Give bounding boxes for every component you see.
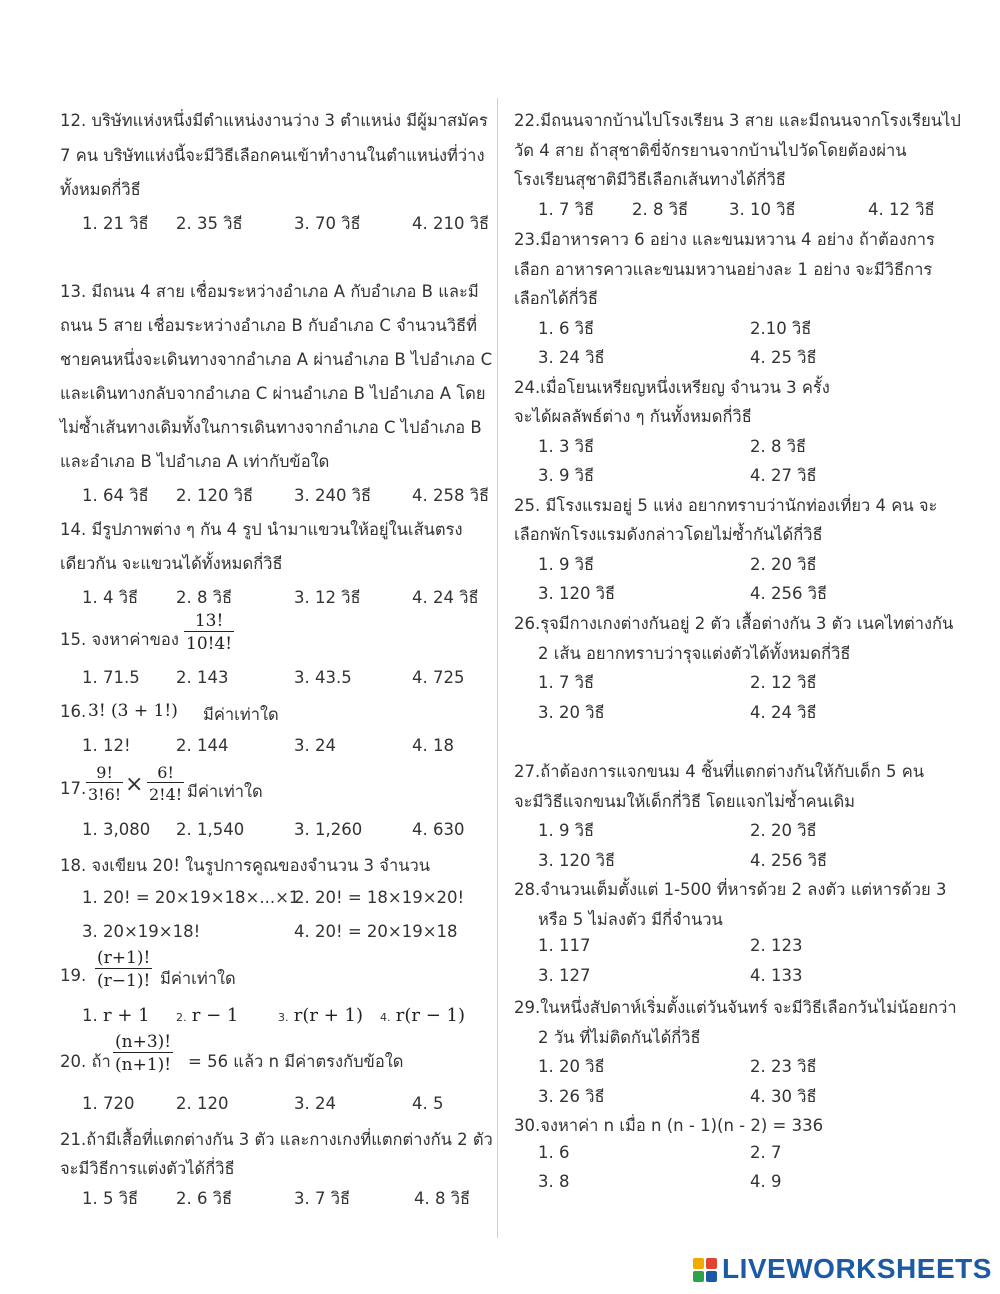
q23-option-1[interactable]: 1. 6 วิธี xyxy=(538,319,595,338)
q23-line-1: 23.มีอาหารคาว 6 อย่าง และขนมหวาน 4 อย่าง ถ้าต้องการ xyxy=(514,230,935,249)
q25-option-1[interactable]: 1. 9 วิธี xyxy=(538,555,595,574)
q30-option-2[interactable]: 2. 7 xyxy=(750,1143,782,1162)
q17-option-3[interactable]: 3. 1,260 xyxy=(294,820,363,839)
q22-option-2[interactable]: 2. 8 วิธี xyxy=(632,200,689,219)
q14-option-3[interactable]: 3. 12 วิธี xyxy=(294,588,361,607)
q23-option-2[interactable]: 2.10 วิธี xyxy=(750,319,812,338)
q26-option-2[interactable]: 2. 12 วิธี xyxy=(750,673,817,692)
q19-option-2-expr: r − 1 xyxy=(191,1005,239,1026)
q19-numerator: (r+1)! xyxy=(97,948,151,968)
q12-line-3: ทั้งหมดกี่วิธี xyxy=(60,180,141,199)
q26-option-4[interactable]: 4. 24 วิธี xyxy=(750,703,817,722)
q18-text: 18. จงเขียน 20! ในรูปการคูณของจำนวน 3 จำนวน xyxy=(60,856,431,875)
q17-numerator-1: 9! xyxy=(96,763,113,782)
q19-prefix: 19. xyxy=(60,966,87,985)
q21-line-1: 21.ถ้ามีเสื้อที่แตกต่างกัน 3 ตัว และกางเกงที่แตกต่างกัน 2 ตัว xyxy=(60,1130,493,1149)
q20-numerator: (n+3)! xyxy=(115,1032,172,1052)
q16-option-3[interactable]: 3. 24 xyxy=(294,736,336,755)
q14-line-1: 14. มีรูปภาพต่าง ๆ กัน 4 รูป นำมาแขวนให้อยู่ในเส้นตรง xyxy=(60,520,463,539)
q14-option-1[interactable]: 1. 4 วิธี xyxy=(82,588,139,607)
q27-option-2[interactable]: 2. 20 วิธี xyxy=(750,821,817,840)
q20-option-4[interactable]: 4. 5 xyxy=(412,1094,444,1113)
q21-option-1[interactable]: 1. 5 วิธี xyxy=(82,1189,139,1208)
q25-option-4[interactable]: 4. 256 วิธี xyxy=(750,584,828,603)
q28-option-4[interactable]: 4. 133 xyxy=(750,966,803,985)
q13-option-3[interactable]: 3. 240 วิธี xyxy=(294,486,372,505)
q27-option-1[interactable]: 1. 9 วิธี xyxy=(538,821,595,840)
q30-option-3[interactable]: 3. 8 xyxy=(538,1172,570,1191)
q19-option-1-expr: r + 1 xyxy=(103,1005,150,1026)
q29-option-4[interactable]: 4. 30 วิธี xyxy=(750,1087,817,1106)
q24-option-2[interactable]: 2. 8 วิธี xyxy=(750,437,807,456)
q19-denominator: (r−1)! xyxy=(95,968,152,991)
q13-line-3: ชายคนหนึ่งจะเดินทางจากอำเภอ A ผ่านอำเภอ B ไปอำเภอ C xyxy=(60,350,493,369)
q13-option-4[interactable]: 4. 258 วิธี xyxy=(412,486,490,505)
q13-option-1[interactable]: 1. 64 วิธี xyxy=(82,486,149,505)
q22-line-3: โรงเรียนสุชาติมีวิธีเลือกเส้นทางได้กี่วิธี xyxy=(514,170,786,189)
q12-option-2[interactable]: 2. 35 วิธี xyxy=(176,214,243,233)
q27-option-3[interactable]: 3. 120 วิธี xyxy=(538,851,616,870)
column-divider xyxy=(497,98,498,1238)
q16-option-4[interactable]: 4. 18 xyxy=(412,736,454,755)
q27-option-4[interactable]: 4. 256 วิธี xyxy=(750,851,828,870)
q14-line-2: เดียวกัน จะแขวนได้ทั้งหมดกี่วิธี xyxy=(60,554,283,573)
q24-option-1[interactable]: 1. 3 วิธี xyxy=(538,437,595,456)
q17-times-sign: × xyxy=(125,772,144,797)
q12-line-2: 7 คน บริษัทแห่งนี้จะมีวิธีเลือกคนเข้าทำงานในตำแหน่งที่ว่าง xyxy=(60,146,485,165)
q13-option-2[interactable]: 2. 120 วิธี xyxy=(176,486,254,505)
q22-option-1[interactable]: 1. 7 วิธี xyxy=(538,200,595,219)
q15-option-3[interactable]: 3. 43.5 xyxy=(294,668,352,687)
q20-option-3[interactable]: 3. 24 xyxy=(294,1094,336,1113)
q15-numerator: 13! xyxy=(194,611,224,631)
q19-option-3[interactable] xyxy=(278,1005,363,1026)
q25-option-3[interactable]: 3. 120 วิธี xyxy=(538,584,616,603)
q28-option-3[interactable]: 3. 127 xyxy=(538,966,591,985)
q15-denominator: 10!4! xyxy=(184,631,234,654)
q27-line-2: จะมีวิธีแจกขนมให้เด็กกี่วิธี โดยแจกไม่ซ้ำคนเดิม xyxy=(514,792,856,811)
q14-option-2[interactable]: 2. 8 วิธี xyxy=(176,588,233,607)
q17-option-4[interactable]: 4. 630 xyxy=(412,820,465,839)
q16-expression: 3! (3 + 1!) xyxy=(88,701,178,721)
q19-option-1-number: 1. xyxy=(82,1006,98,1025)
q29-option-1[interactable]: 1. 20 วิธี xyxy=(538,1057,605,1076)
q15-option-2[interactable]: 2. 143 xyxy=(176,668,229,687)
q24-line-1: 24.เมื่อโยนเหรียญหนึ่งเหรียญ จำนวน 3 ครั้ง xyxy=(514,378,830,397)
q29-option-2[interactable]: 2. 23 วิธี xyxy=(750,1057,817,1076)
q16-option-2[interactable]: 2. 144 xyxy=(176,736,229,755)
q13-line-1: 13. มีถนน 4 สาย เชื่อมระหว่างอำเภอ A กับอำเภอ B และมี xyxy=(60,282,479,301)
q23-line-3: เลือกได้กี่วิธี xyxy=(514,289,598,308)
q26-line-2: 2 เส้น อยากทราบว่ารุจแต่งตัวได้ทั้งหมดกี่วิธี xyxy=(538,644,851,663)
q18-option-3[interactable]: 3. 20×19×18! xyxy=(82,922,201,941)
q15-fraction xyxy=(184,611,234,654)
q29-option-3[interactable]: 3. 26 วิธี xyxy=(538,1087,605,1106)
q24-option-4[interactable]: 4. 27 วิธี xyxy=(750,466,817,485)
q14-option-4[interactable]: 4. 24 วิธี xyxy=(412,588,479,607)
q29-line-2: 2 วัน ที่ไม่ติดกันได้กี่วิธี xyxy=(538,1028,701,1047)
q28-option-2[interactable]: 2. 123 xyxy=(750,936,803,955)
q20-prefix: 20. ถ้า xyxy=(60,1052,111,1071)
q20-option-1[interactable]: 1. 720 xyxy=(82,1094,135,1113)
q19-option-2-number: 2. xyxy=(176,1011,187,1024)
q17-option-2[interactable]: 2. 1,540 xyxy=(176,820,245,839)
q27-line-1: 27.ถ้าต้องการแจกขนม 4 ชิ้นที่แตกต่างกันให้กับเด็ก 5 คน xyxy=(514,762,925,781)
q28-line-1: 28.จำนวนเต็มตั้งแต่ 1-500 ที่หารด้วย 2 ลงตัว แต่หารด้วย 3 xyxy=(514,880,947,899)
q12-option-4[interactable]: 4. 210 วิธี xyxy=(412,214,490,233)
q22-option-3[interactable]: 3. 10 วิธี xyxy=(729,200,796,219)
q19-option-3-expr: r(r + 1) xyxy=(293,1005,363,1026)
q19-option-4-number: 4. xyxy=(380,1011,391,1024)
q12-line-1: 12. บริษัทแห่งหนึ่งมีตำแหน่งงานว่าง 3 ตำแหน่ง มีผู้มาสมัคร xyxy=(60,111,488,130)
q13-line-2: ถนน 5 สาย เชื่อมระหว่างอำเภอ B กับอำเภอ C จำนวนวิธีที่ xyxy=(60,316,478,335)
q28-option-1[interactable]: 1. 117 xyxy=(538,936,591,955)
q17-option-1[interactable]: 1. 3,080 xyxy=(82,820,151,839)
q26-option-1[interactable]: 1. 7 วิธี xyxy=(538,673,595,692)
q12-option-1[interactable]: 1. 21 วิธี xyxy=(82,214,149,233)
q19-option-4-expr: r(r − 1) xyxy=(395,1005,465,1026)
q20-suffix: = 56 แล้ว n มีค่าตรงกับข้อใด xyxy=(188,1052,404,1071)
q13-line-4: และเดินทางกลับจากอำเภอ C ผ่านอำเภอ B ไปอำเภอ A โดย xyxy=(60,384,486,403)
q15-option-1[interactable]: 1. 71.5 xyxy=(82,668,140,687)
q23-option-3[interactable]: 3. 24 วิธี xyxy=(538,348,605,367)
q19-option-4[interactable] xyxy=(380,1005,465,1026)
q21-line-2: จะมีวิธีการแต่งตัวได้กี่วิธี xyxy=(60,1159,235,1178)
q25-line-2: เลือกพักโรงแรมดังกล่าวโดยไม่ซ้ำกันได้กี่วิธี xyxy=(514,525,823,544)
q25-option-2[interactable]: 2. 20 วิธี xyxy=(750,555,817,574)
q17-fraction-2 xyxy=(147,763,184,804)
q25-line-1: 25. มีโรงแรมอยู่ 5 แห่ง อยากทราบว่านักท่องเที่ยว 4 คน จะ xyxy=(514,496,938,515)
q20-denominator: (n+1)! xyxy=(113,1052,173,1075)
q19-option-3-number: 3. xyxy=(278,1011,289,1024)
q21-option-4[interactable]: 4. 8 วิธี xyxy=(414,1189,471,1208)
q29-line-1: 29.ในหนึ่งสัปดาห์เริ่มตั้งแต่วันจันทร์ จะมีวิธีเลือกวันไม่น้อยกว่า xyxy=(514,998,957,1017)
q17-denominator-1: 3!6! xyxy=(86,782,123,804)
q18-option-2[interactable]: 2. 20! = 18×19×20! xyxy=(294,888,465,907)
q17-denominator-2: 2!4! xyxy=(147,782,184,804)
liveworksheets-logo-text[interactable]: LIVEWORKSHEETS xyxy=(722,1253,992,1284)
q18-option-1[interactable]: 1. 20! = 20×19×18×...×1 xyxy=(82,888,300,907)
q24-option-3[interactable]: 3. 9 วิธี xyxy=(538,466,595,485)
q16-option-1[interactable]: 1. 12! xyxy=(82,736,131,755)
q15-label: 15. จงหาค่าของ xyxy=(60,630,179,649)
q19-fraction xyxy=(95,948,152,991)
q21-option-3[interactable]: 3. 7 วิธี xyxy=(294,1189,351,1208)
q30-option-1[interactable]: 1. 6 xyxy=(538,1143,570,1162)
q19-option-2[interactable] xyxy=(176,1005,238,1026)
q15-option-4[interactable]: 4. 725 xyxy=(412,668,465,687)
q13-line-5: ไม่ซ้ำเส้นทางเดิมทั้งในการเดินทางจากอำเภอ C ไปอำเภอ B xyxy=(60,418,482,437)
q22-option-4[interactable]: 4. 12 วิธี xyxy=(868,200,935,219)
q22-line-1: 22.มีถนนจากบ้านไปโรงเรียน 3 สาย และมีถนนจากโรงเรียนไป xyxy=(514,111,961,130)
q17-suffix: มีค่าเท่าใด xyxy=(187,782,263,801)
q12-option-3[interactable]: 3. 70 วิธี xyxy=(294,214,361,233)
q26-option-3[interactable]: 3. 20 วิธี xyxy=(538,703,605,722)
q24-line-2: จะได้ผลลัพธ์ต่าง ๆ กันทั้งหมดกี่วิธี xyxy=(514,407,752,426)
q18-option-4[interactable]: 4. 20! = 20×19×18 xyxy=(294,922,458,941)
liveworksheets-logo-icon xyxy=(693,1258,717,1282)
q20-option-2[interactable]: 2. 120 xyxy=(176,1094,229,1113)
q19-option-1[interactable] xyxy=(82,1005,150,1026)
q13-line-6: และอำเภอ B ไปอำเภอ A เท่ากับข้อใด xyxy=(60,452,330,471)
q22-line-2: วัด 4 สาย ถ้าสุชาติขี่จักรยานจากบ้านไปวัดโดยต้องผ่าน xyxy=(514,141,907,160)
q26-line-1: 26.รุจมีกางเกงต่างกันอยู่ 2 ตัว เสื้อต่างกัน 3 ตัว เนคไทต่างกัน xyxy=(514,614,954,633)
q16-prefix: 16. xyxy=(60,702,87,721)
q17-prefix: 17. xyxy=(60,779,87,798)
q21-option-2[interactable]: 2. 6 วิธี xyxy=(176,1189,233,1208)
q17-fraction-1 xyxy=(86,763,123,804)
q23-option-4[interactable]: 4. 25 วิธี xyxy=(750,348,817,367)
q30-option-4[interactable]: 4. 9 xyxy=(750,1172,782,1191)
q16-suffix: มีค่าเท่าใด xyxy=(203,705,279,724)
q28-line-2: หรือ 5 ไม่ลงตัว มีกี่จำนวน xyxy=(538,910,723,929)
q19-suffix: มีค่าเท่าใด xyxy=(160,969,236,988)
q17-numerator-2: 6! xyxy=(157,763,174,782)
q23-line-2: เลือก อาหารคาวและขนมหวานอย่างละ 1 อย่าง จะมีวิธีการ xyxy=(514,260,933,279)
q30-text: 30.จงหาค่า n เมื่อ n (n - 1)(n - 2) = 336 xyxy=(514,1116,824,1135)
q20-fraction xyxy=(113,1032,173,1075)
